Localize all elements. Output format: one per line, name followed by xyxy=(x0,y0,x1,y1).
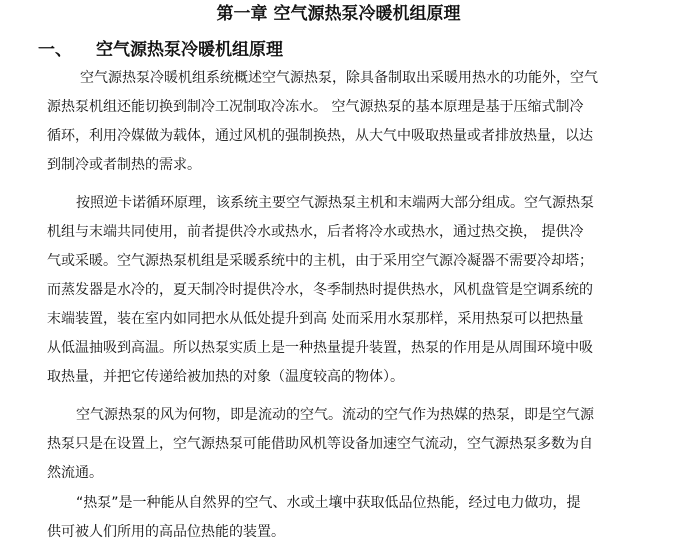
paragraph-2-line-7: 取热量，并把它传递给被加热的对象（温度较高的物体）。 xyxy=(47,369,404,385)
paragraph-2-line-3: 气或采暖。空气源热泵机组是采暖系统中的主机，由于采用空气源冷凝器不需要冷却塔； xyxy=(47,253,593,269)
paragraph-4-line-2: 供可被人们所用的高品位热能的装置。 xyxy=(47,524,285,540)
section-heading xyxy=(38,38,283,62)
paragraph-1-line-1: 空气源热泵冷暖机组系统概述空气源热泵，除具备制取出采暖用热水的功能外，空气 xyxy=(80,70,598,86)
paragraph-2-line-4: 而蒸发器是水冷的，夏天制冷时提供冷水，冬季制热时提供热水，风机盘管是空调系统的 xyxy=(47,282,593,298)
paragraph-1-line-4: 到制冷或者制热的需求。 xyxy=(47,157,201,173)
paragraph-2-line-6: 从低温抽吸到高温。所以热泵实质上是一种热量提升装置，热泵的作用是从周围环境中吸 xyxy=(47,340,593,356)
paragraph-2-line-2: 机组与末端共同使用，前者提供冷水或热水，后者将冷水或热水，通过热交换， 提供冷 xyxy=(47,224,584,240)
paragraph-3-line-2: 热泵只是在设置上，空气源热泵可能借助风机等设备加速空气流动，空气源热泵多数为自 xyxy=(47,436,593,452)
section-number: 一、 xyxy=(38,40,72,60)
paragraph-2-line-5: 末端装置，装在室内如同把水从低处提升到高 处而采用水泵那样，采用热泵可以把热量 xyxy=(47,311,584,327)
paragraph-3-line-3: 然流通。 xyxy=(47,465,103,481)
paragraph-2-line-1: 按照逆卡诺循环原理，该系统主要空气源热泵主机和末端两大部分组成。空气源热泵 xyxy=(76,195,594,211)
chapter-title: 第一章 空气源热泵冷暖机组原理 xyxy=(216,4,461,24)
paragraph-4-line-1: “热泵”是一种能从自然界的空气、水或土壤中获取低品位热能，经过电力做功，提 xyxy=(76,495,581,511)
paragraph-1-line-2: 源热泵机组还能切换到制冷工况制取冷冻水。 空气源热泵的基本原理是基于压缩式制冷 xyxy=(47,99,584,115)
paragraph-1-line-3: 循环，利用冷媒做为载体，通过风机的强制换热，从大气中吸取热量或者排放热量，以达 xyxy=(47,128,593,144)
paragraph-3-line-1: 空气源热泵的风为何物，即是流动的空气。流动的空气作为热媒的热泵，即是空气源 xyxy=(76,407,594,423)
section-title: 空气源热泵冷暖机组原理 xyxy=(96,40,283,60)
